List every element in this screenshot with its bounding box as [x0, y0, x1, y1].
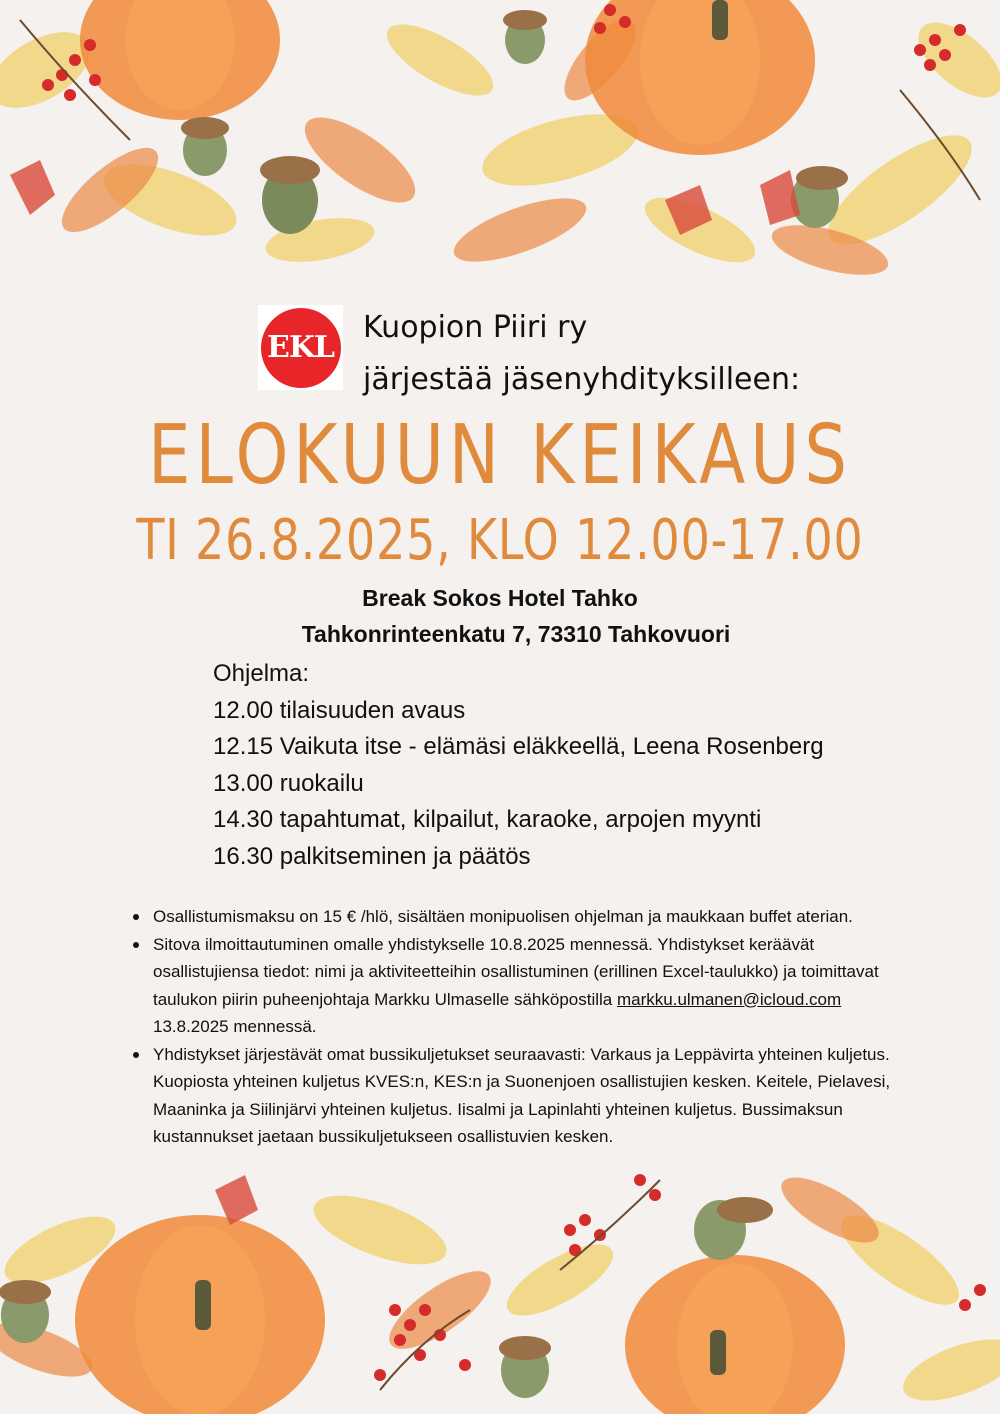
email-link[interactable]: markku.ulmanen@icloud.com: [616, 989, 842, 1009]
autumn-leaf-icon: [10, 160, 800, 235]
program-item: 12.00 tilaisuuden avaus: [213, 696, 466, 724]
program-list: [213, 656, 824, 875]
autumn-leaf-icon: [50, 9, 893, 285]
bullet-transport-text: Yhdistykset järjestävät omat bussikuljetukset seuraavasti: Varkaus ja Leppävirta yhteinen kuljetus. Kuopiosta yhteinen kuljetus KVES:n, KES:n ja Suonenjoen osallistujien kesken. Keitele, Pielavesi, Maaninka ja Siilinjärvi yhteinen kuljetus. Iisalmi ja Lapinlahti yhteinen kuljetus. Bussimaksun kustannukset jaetaan bussikuljetukseen osallistuvien kesken.: [153, 1044, 891, 1146]
acorn-icon: [503, 10, 547, 64]
info-bullets: [130, 903, 920, 1151]
bullet-transport: [130, 1041, 920, 1151]
autumn-decoration-top: [0, 0, 1000, 300]
autumn-leaf-icon: [0, 9, 1000, 276]
program-item: 13.00 ruokailu: [213, 769, 364, 797]
bullet-fee: [130, 903, 920, 931]
registration-deadline: 13.8.2025 mennessä.: [153, 1017, 317, 1036]
bullet-fee-text: Osallistumismaksu on 15 € /hlö, sisältäen monipuolisen ohjelman ja maukkaan buffet aterian.: [153, 907, 853, 926]
event-datetime: TI 26.8.2025, KLO 12.00-17.00: [136, 508, 864, 573]
acorn-icon: [694, 1197, 773, 1260]
venue-name: Break Sokos Hotel Tahko: [362, 585, 638, 611]
program-heading: Ohjelma:: [213, 660, 310, 687]
rowan-berries-icon: [374, 1174, 986, 1381]
pumpkin-icon: [585, 0, 815, 155]
acorn-icon: [181, 117, 229, 176]
autumn-decoration-bottom: [0, 1170, 1000, 1414]
rowan-berries-icon: [42, 4, 966, 101]
pumpkin-icon: [625, 1255, 845, 1414]
organization-name: Kuopion Piiri ry: [363, 310, 588, 345]
program-item: 12.15 Vaikuta itse - elämäsi eläkkeellä, Leena Rosenberg: [213, 733, 824, 760]
autumn-leaf-icon: [0, 1170, 888, 1388]
acorn-icon: [499, 1336, 551, 1398]
pumpkin-icon: [80, 0, 280, 120]
ekl-logo-text: EKL: [261, 308, 341, 388]
registration-text: Sitova ilmoittautuminen omalle yhdistykselle 10.8.2025 mennessä. Yhdistykset keräävät osallistujiensa tiedot: nimi ja aktiviteetteihin osallistuminen (erillinen Excel-taulukko) ja toimittavat taulukon piirin puheenjohtaja Markku Ulmaselle sähköpostilla: [153, 934, 879, 1009]
program-item: 16.30 palkitseminen ja päätös: [213, 842, 531, 870]
acorn-icon: [0, 1280, 51, 1343]
autumn-leaf-icon: [215, 1175, 258, 1225]
pumpkin-icon: [75, 1215, 325, 1414]
venue-address: Tahkonrinteenkatu 7, 73310 Tahkovuori: [301, 621, 731, 647]
autumn-leaf-icon: [0, 1182, 1000, 1413]
acorn-icon: [260, 156, 320, 234]
program-item: 14.30 tapahtumat, kilpailut, karaoke, arpojen myynti: [213, 806, 762, 833]
event-title: ELOKUUN KEIKAUS: [148, 408, 852, 503]
organization-tagline: järjestää jäsenyhdityksilleen:: [363, 362, 801, 397]
bullet-registration: [130, 931, 920, 1041]
ekl-logo: [258, 305, 343, 390]
acorn-icon: [791, 166, 848, 228]
